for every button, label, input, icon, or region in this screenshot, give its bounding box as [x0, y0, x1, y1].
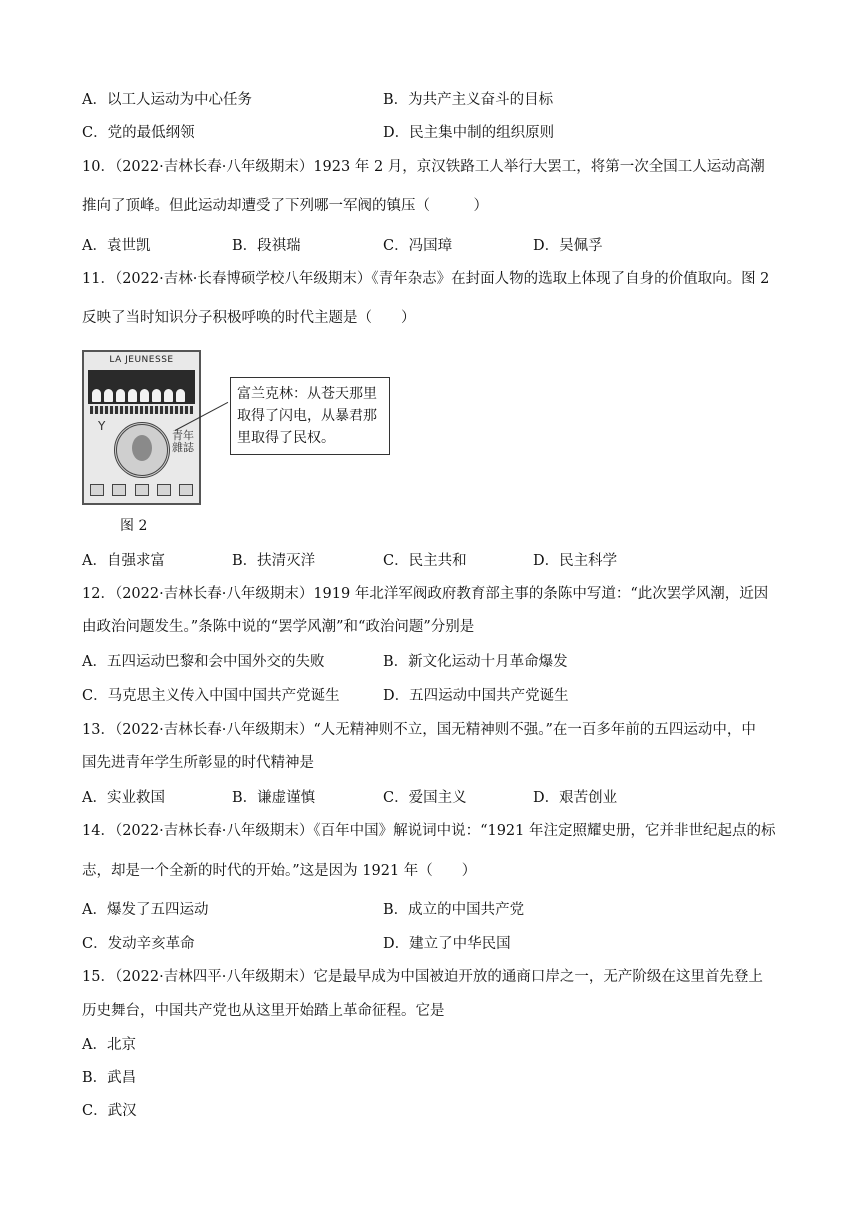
q11-option-c: C．民主共和	[383, 553, 467, 569]
q11-stem-line1: 11．（2022·吉林·长春博硕学校八年级期末）《青年杂志》在封面人物的选取上体现了自身的价值取向。图 2	[82, 271, 770, 287]
portrait-medallion	[114, 422, 170, 478]
cover-side-title: 青年雜誌	[172, 429, 194, 454]
q10-option-a: A．袁世凯	[82, 238, 151, 254]
q14-option-a: A．爆发了五四运动	[82, 902, 209, 918]
q10-option-c: C．冯国璋	[383, 238, 453, 254]
q12-option-a: A．五四运动巴黎和会中国外交的失败	[82, 654, 325, 670]
q10-option-d: D．吴佩孚	[533, 238, 603, 254]
q15-stem-line2: 历史舞台，中国共产党也从这里开始踏上革命征程。它是	[82, 1003, 445, 1019]
magazine-cover-image	[82, 350, 201, 505]
q11-option-a: A．自强求富	[82, 553, 165, 569]
q14-option-b: B．成立的中国共产党	[383, 902, 525, 918]
q10-stem-line2: 推向了顶峰。但此运动却遭受了下列哪一军阀的镇压（ ）	[82, 198, 488, 214]
franklin-callout: 富兰克林：从苍天那里取得了闪电，从暴君那里取得了民权。	[230, 377, 390, 455]
q13-stem-line1: 13．（2022·吉林长春·八年级期末）“人无精神则不立，国无精神则不强。”在一百多年前的五四运动中，中	[82, 722, 756, 738]
q10-option-b: B．段祺瑞	[232, 238, 301, 254]
cover-crowd-band	[88, 370, 195, 404]
q11-option-b: B．扶清灭洋	[232, 553, 316, 569]
cover-ornament	[90, 406, 193, 414]
q15-option-b: B．武昌	[82, 1070, 137, 1086]
q15-option-a: A．北京	[82, 1037, 136, 1053]
q14-option-d: D．建立了中华民国	[383, 936, 511, 952]
q13-stem-line2: 国先进青年学生所彰显的时代精神是	[82, 755, 314, 771]
q11-stem-line2: 反映了当时知识分子积极呼唤的时代主题是（ ）	[82, 310, 416, 326]
q13-option-c: C．爱国主义	[383, 790, 467, 806]
q9-option-d: D．民主集中制的组织原则	[383, 125, 555, 141]
q11-option-d: D．民主科学	[533, 553, 618, 569]
q12-stem-line2: 由政治问题发生。”条陈中说的“罢学风潮”和“政治问题”分别是	[82, 619, 475, 635]
q13-option-a: A．实业救国	[82, 790, 165, 806]
q9-option-b: B．为共产主义奋斗的目标	[383, 92, 554, 108]
q15-stem-line1: 15．（2022·吉林四平·八年级期末）它是最早成为中国被迫开放的通商口岸之一，无产阶级在这里首先登上	[82, 969, 763, 985]
figure-caption: 图 2	[120, 518, 148, 534]
q14-stem-line1: 14．（2022·吉林长春·八年级期末）《百年中国》解说词中说：“1921 年注定照耀史册，它并非世纪起点的标	[82, 823, 776, 839]
q12-option-b: B．新文化运动十月革命爆发	[383, 654, 568, 670]
q13-option-b: B．谦虚谨慎	[232, 790, 316, 806]
q14-stem-line2: 志，却是一个全新的时代的开始。”这是因为 1921 年（ ）	[82, 863, 477, 879]
q12-option-d: D．五四运动中国共产党诞生	[383, 688, 569, 704]
q13-option-d: D．艰苦创业	[533, 790, 618, 806]
q12-option-c: C．马克思主义传入中国中国共产党诞生	[82, 688, 340, 704]
cover-bottom-boxes	[90, 484, 193, 498]
cover-emblem-icon: Y	[98, 419, 106, 433]
q10-stem-line1: 10．（2022·吉林长春·八年级期末）1923 年 2 月，京汉铁路工人举行大罢工，将第一次全国工人运动高潮	[82, 159, 765, 175]
cover-title: LA JEUNESSE	[109, 355, 174, 365]
q12-stem-line1: 12．（2022·吉林长春·八年级期末）1919 年北洋军阀政府教育部主事的条陈中写道：“此次罢学风潮，近因	[82, 586, 769, 602]
q14-option-c: C．发动辛亥革命	[82, 936, 195, 952]
q9-option-c: C．党的最低纲领	[82, 125, 195, 141]
q15-option-c: C．武汉	[82, 1103, 137, 1119]
q9-option-a: A．以工人运动为中心任务	[82, 92, 252, 108]
